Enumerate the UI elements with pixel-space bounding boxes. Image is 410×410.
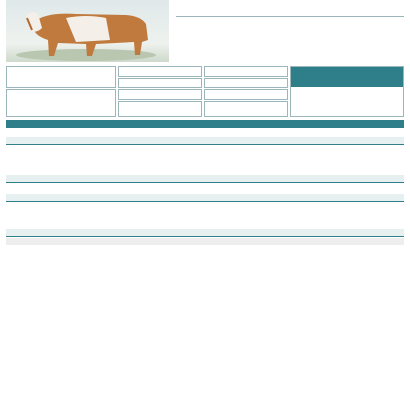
milk-section-title <box>6 137 404 145</box>
pedigree-ssd[interactable] <box>204 78 288 88</box>
pedigree-sss[interactable] <box>204 66 288 77</box>
footer-genetic <box>6 403 38 409</box>
pedigree-dsd[interactable] <box>204 101 288 117</box>
gzw-label <box>291 67 403 87</box>
footer-free <box>6 397 38 403</box>
header-info <box>176 1 404 19</box>
pedigree-dss[interactable] <box>204 89 288 100</box>
conformation-header <box>6 238 404 245</box>
pedigree-sire-sire[interactable] <box>118 66 202 77</box>
pedigree-dam-dam[interactable] <box>118 101 202 117</box>
header-divider <box>176 16 404 17</box>
bull-image <box>6 0 169 62</box>
beef-items <box>6 185 404 191</box>
gzw-summary-box <box>290 66 404 117</box>
pedigree-dam-sire[interactable] <box>118 89 202 100</box>
pedigree-sire[interactable] <box>6 66 116 88</box>
pedigree-sire-dam[interactable] <box>118 78 202 88</box>
bull-photo <box>6 0 169 62</box>
conformation-section-title <box>6 229 404 237</box>
breeding-values-bar <box>6 120 404 128</box>
sire-line-label <box>176 7 231 13</box>
beef-section-title <box>6 175 404 183</box>
pedigree-dam[interactable] <box>6 89 116 117</box>
fitness-section-title <box>6 194 404 202</box>
